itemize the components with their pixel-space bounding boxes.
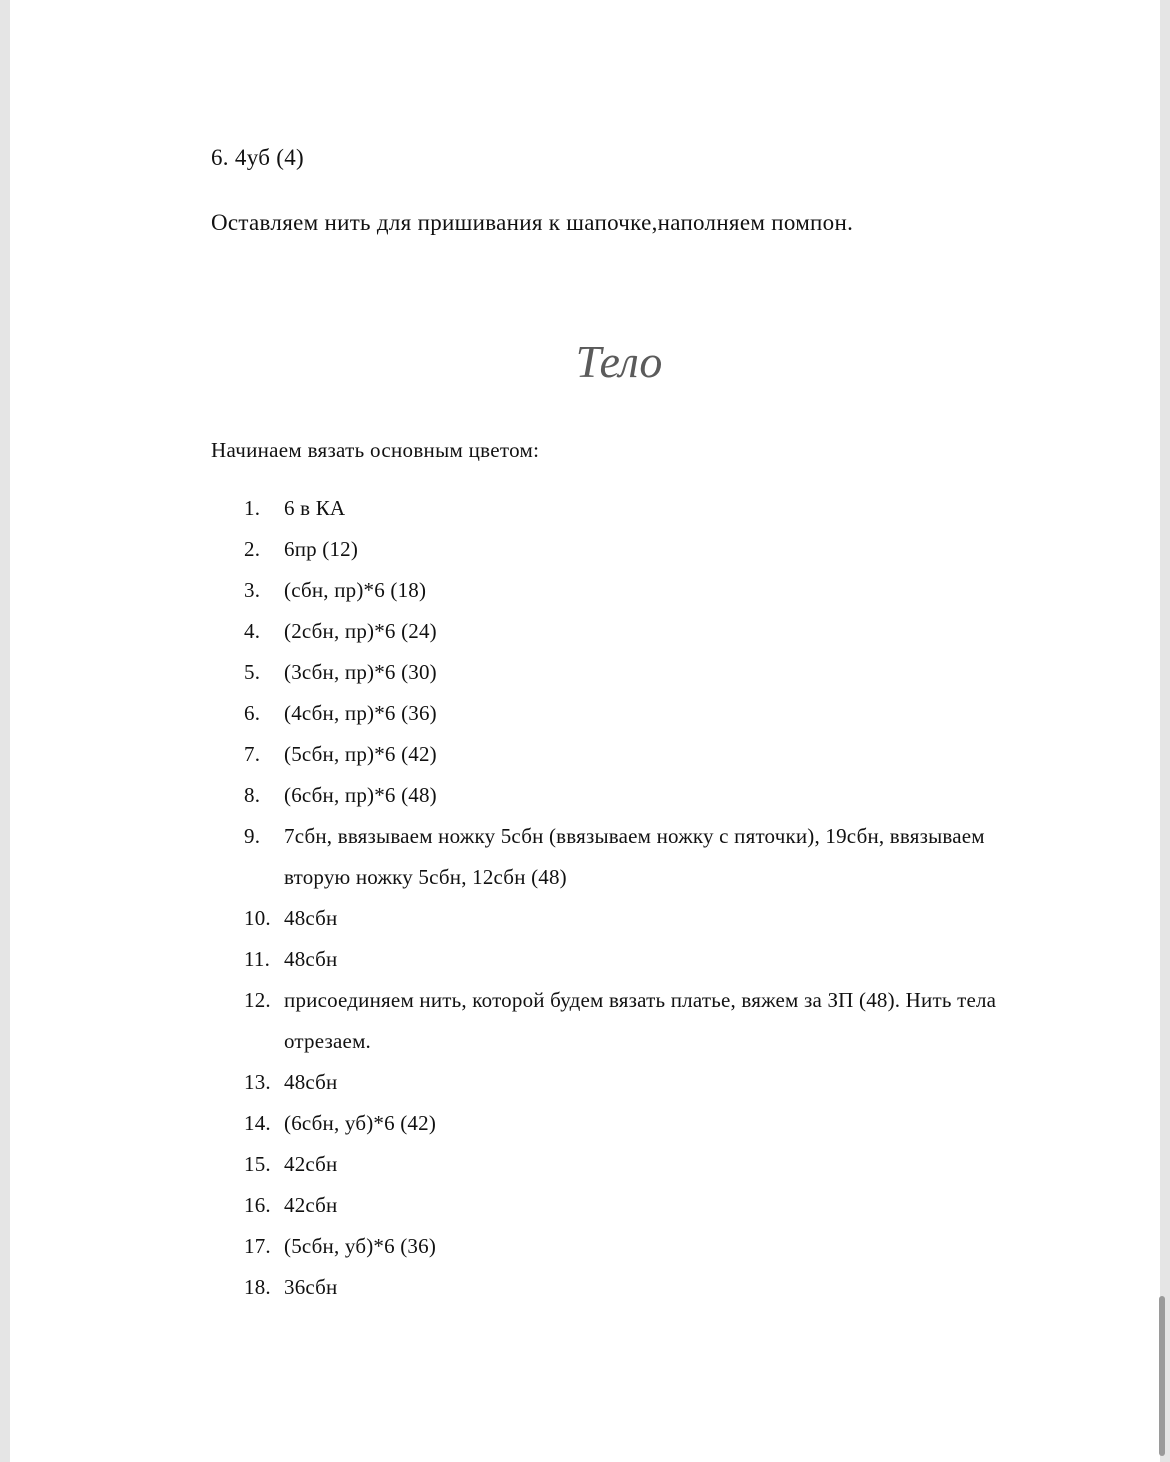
row-text: (4сбн, пр)*6 (36) [284, 701, 437, 725]
row-number: 5. [244, 660, 261, 684]
list-item [244, 816, 1044, 898]
list-item [244, 611, 1044, 652]
row-number: 2. [244, 537, 261, 561]
list-item [244, 1267, 1044, 1308]
row-text: 42сбн [284, 1152, 338, 1176]
row-number: 16. [244, 1193, 271, 1217]
previous-row-line: 6. 4уб (4) [211, 145, 304, 170]
row-number: 14. [244, 1111, 271, 1135]
list-item [244, 570, 1044, 611]
row-text: 6пр (12) [284, 537, 359, 561]
row-number: 10. [244, 906, 271, 930]
intro-text: Начинаем вязать основным цветом: [211, 438, 540, 462]
list-item [244, 488, 1044, 529]
document-page [10, 0, 1160, 1462]
row-text: 36сбн [284, 1275, 338, 1299]
section-title: Тело [575, 336, 663, 387]
list-item [244, 775, 1044, 816]
row-text: 48сбн [284, 947, 338, 971]
row-number: 17. [244, 1234, 271, 1258]
list-item [244, 529, 1044, 570]
vertical-scrollbar[interactable] [1160, 0, 1168, 1462]
list-item [244, 1062, 1044, 1103]
row-number: 9. [244, 824, 261, 848]
row-text: 42сбн [284, 1193, 338, 1217]
thread-note: Оставляем нить для пришивания к шапочке,наполняем помпон. [211, 210, 854, 235]
list-item [244, 1226, 1044, 1267]
row-number: 12. [244, 988, 271, 1012]
list-item [244, 1144, 1044, 1185]
row-text: 48сбн [284, 906, 338, 930]
scrollbar-thumb[interactable] [1159, 1296, 1165, 1456]
list-item [244, 1185, 1044, 1226]
row-list [244, 488, 1044, 1308]
list-item [244, 939, 1044, 980]
row-text: 6 в КА [284, 496, 346, 520]
row-number: 11. [244, 947, 271, 971]
row-text: (6сбн, пр)*6 (48) [284, 783, 437, 807]
row-text: 48сбн [284, 1070, 338, 1094]
row-number: 8. [244, 783, 261, 807]
row-number: 13. [244, 1070, 271, 1094]
row-number: 7. [244, 742, 261, 766]
row-number: 3. [244, 578, 261, 602]
list-item [244, 734, 1044, 775]
row-number: 18. [244, 1275, 271, 1299]
row-text: (5сбн, уб)*6 (36) [284, 1234, 437, 1258]
row-number: 1. [244, 496, 261, 520]
list-item [244, 898, 1044, 939]
list-item [244, 652, 1044, 693]
row-number: 4. [244, 619, 261, 643]
list-item [244, 980, 1044, 1062]
row-text: (сбн, пр)*6 (18) [284, 578, 427, 602]
row-text: (5сбн, пр)*6 (42) [284, 742, 437, 766]
row-text: 7сбн, ввязываем ножку 5сбн (ввязываем ножку с пяточки), 19сбн, ввязываем вторую ножку 5сбн, 12сбн (48) [284, 824, 985, 889]
list-item [244, 693, 1044, 734]
row-number: 15. [244, 1152, 271, 1176]
row-text: присоединяем нить, которой будем вязать платье, вяжем за ЗП (48). Нить тела отрезаем. [284, 988, 997, 1053]
list-item [244, 1103, 1044, 1144]
row-text: (3сбн, пр)*6 (30) [284, 660, 437, 684]
row-number: 6. [244, 701, 261, 725]
row-text: (2сбн, пр)*6 (24) [284, 619, 437, 643]
row-text: (6сбн, уб)*6 (42) [284, 1111, 437, 1135]
